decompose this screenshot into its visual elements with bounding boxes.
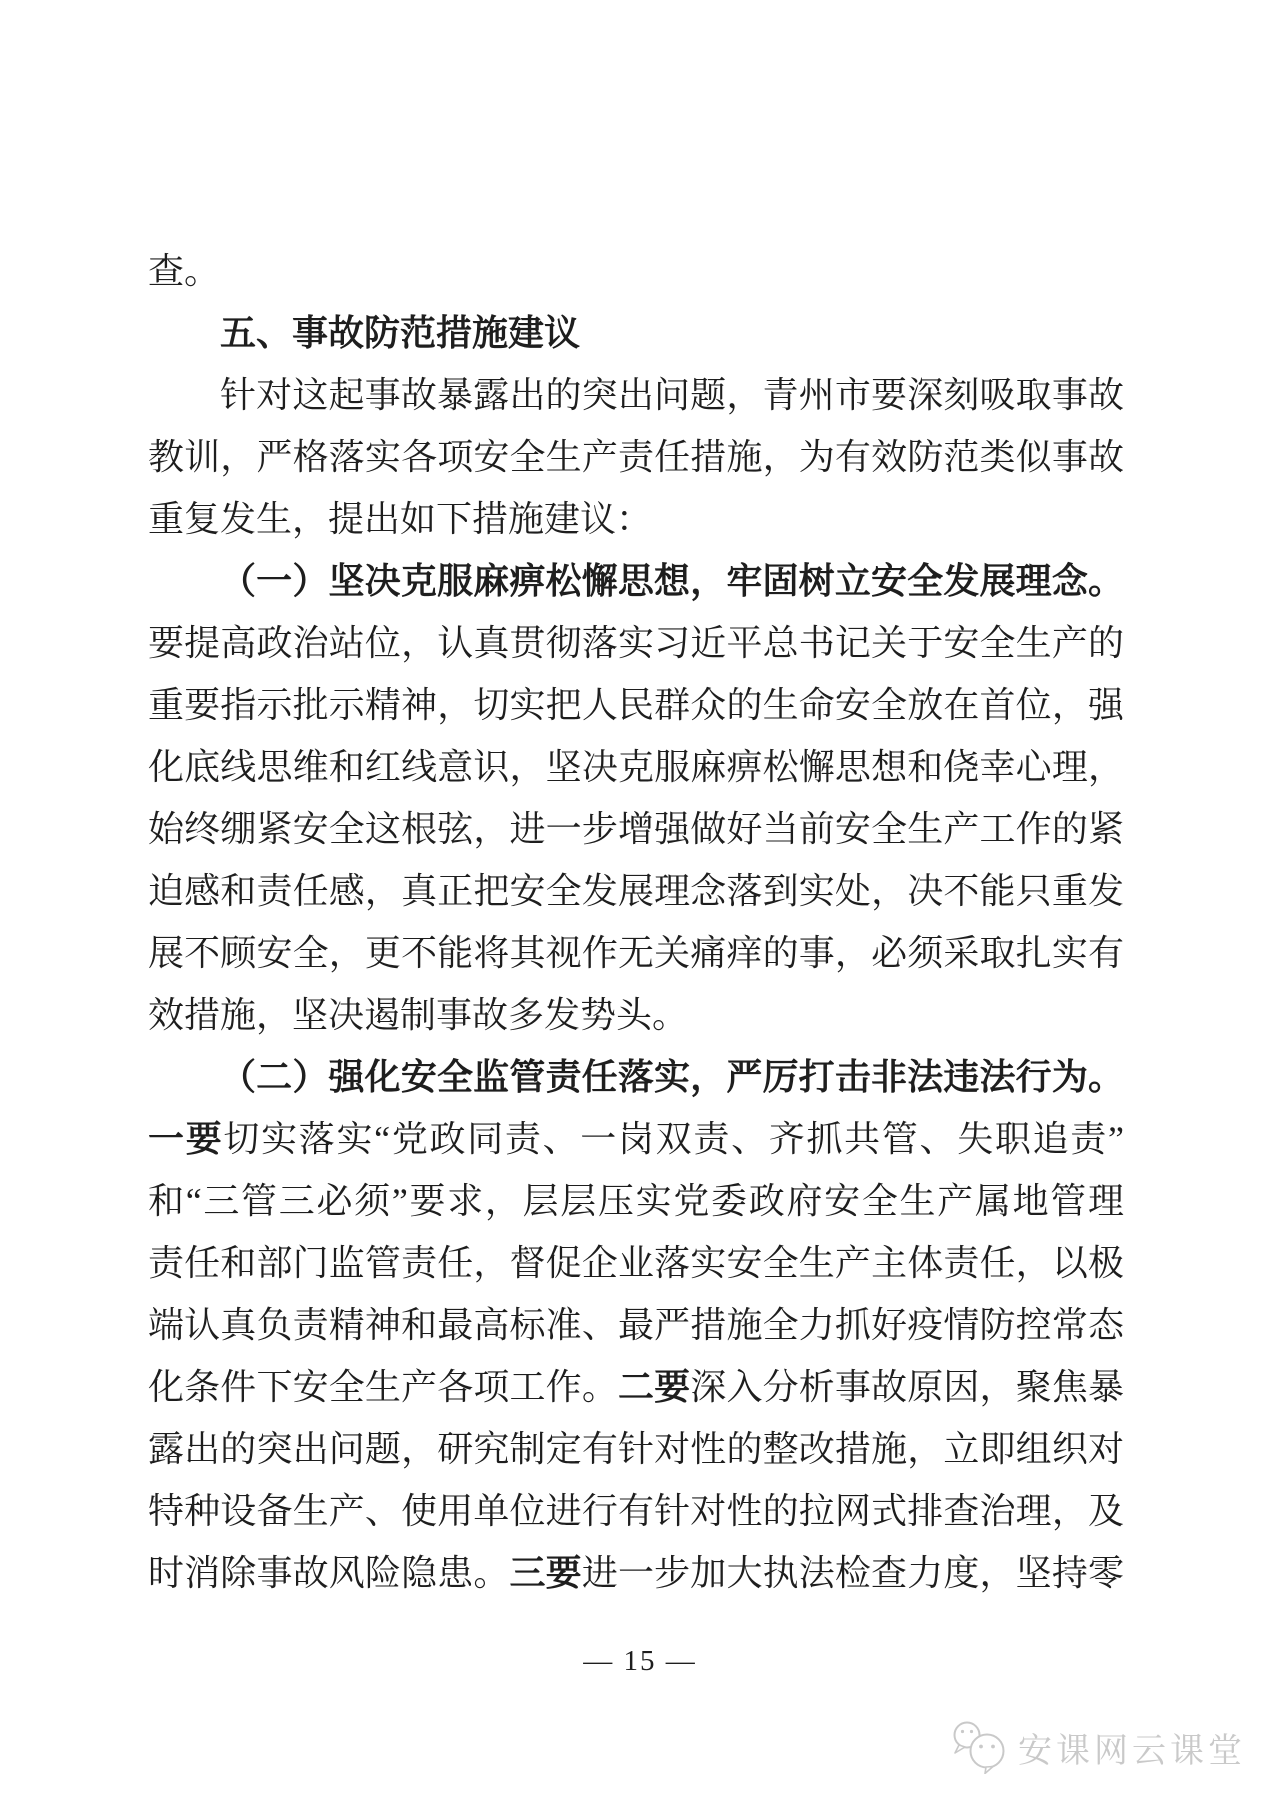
wechat-chat-bubbles-icon bbox=[950, 1720, 1010, 1774]
text-line bbox=[148, 922, 1124, 984]
watermark-label: 安课网云课堂 bbox=[1018, 1731, 1246, 1770]
text-line bbox=[148, 984, 1124, 1046]
text-segment: 迫感和责任感，真正把安全发展理念落到实处，决不能只重发 bbox=[148, 871, 1124, 911]
bold-text-segment: 三要 bbox=[509, 1553, 582, 1593]
text-segment: 展不顾安全，更不能将其视作无关痛痒的事，必须采取扎实有 bbox=[148, 933, 1124, 973]
text-segment: 重要指示批示精神，切实把人民群众的生命安全放在首位，强 bbox=[148, 685, 1124, 725]
text-line bbox=[148, 1542, 1124, 1604]
text-line bbox=[148, 860, 1124, 922]
text-segment: 针对这起事故暴露出的突出问题，青州市要深刻吸取事故 bbox=[220, 375, 1124, 415]
text-segment: 进一步加大执法检查力度，坚持零 bbox=[581, 1553, 1124, 1593]
watermark bbox=[950, 1720, 1246, 1774]
text-segment: 特种设备生产、使用单位进行有针对性的拉网式排查治理，及 bbox=[148, 1491, 1124, 1531]
text-line bbox=[148, 1356, 1124, 1418]
text-segment: 和“三管三必须”要求，层层压实党委政府安全生产属地管理 bbox=[148, 1181, 1124, 1221]
text-line bbox=[148, 1108, 1124, 1170]
text-segment: 教训，严格落实各项安全生产责任措施，为有效防范类似事故 bbox=[148, 437, 1124, 477]
text-segment: 重复发生，提出如下措施建议： bbox=[148, 499, 653, 539]
bold-text-segment: 一要 bbox=[148, 1119, 224, 1159]
text-line bbox=[148, 1418, 1124, 1480]
text-segment: 查。 bbox=[148, 251, 221, 291]
text-line bbox=[148, 1232, 1124, 1294]
text-line bbox=[148, 426, 1124, 488]
text-segment: 深入分析事故原因，聚焦暴 bbox=[690, 1367, 1124, 1407]
text-segment: 效措施，坚决遏制事故多发势头。 bbox=[148, 995, 689, 1035]
bold-text-segment: （二）强化安全监管责任落实，严厉打击非法违法行为。 bbox=[220, 1057, 1124, 1097]
text-segment: 化底线思维和红线意识，坚决克服麻痹松懈思想和侥幸心理， bbox=[148, 747, 1124, 787]
text-line bbox=[148, 364, 1124, 426]
section-heading bbox=[148, 302, 1124, 364]
text-segment: 时消除事故风险隐患。 bbox=[148, 1553, 510, 1593]
text-line bbox=[148, 1480, 1124, 1542]
text-segment: 化条件下安全生产各项工作。 bbox=[148, 1367, 618, 1407]
paragraph-end-line bbox=[148, 240, 1124, 302]
bold-text-segment: 五、事故防范措施建议 bbox=[220, 313, 581, 353]
text-segment: 端认真负责精神和最高标准、最严措施全力抓好疫情防控常态 bbox=[148, 1305, 1124, 1345]
page-footer bbox=[0, 1645, 1280, 1678]
text-segment: 露出的突出问题，研究制定有针对性的整改措施，立即组织对 bbox=[148, 1429, 1124, 1469]
text-line bbox=[148, 798, 1124, 860]
text-line bbox=[148, 612, 1124, 674]
subsection-lead-line bbox=[148, 550, 1124, 612]
subsection-lead-line bbox=[148, 1046, 1124, 1108]
text-segment: 切实落实“党政同责、一岗双责、齐抓共管、失职追责” bbox=[223, 1119, 1124, 1159]
text-segment: 要提高政治站位，认真贯彻落实习近平总书记关于安全生产的 bbox=[148, 623, 1124, 663]
text-segment: 始终绷紧安全这根弦，进一步增强做好当前安全生产工作的紧 bbox=[148, 809, 1124, 849]
text-line bbox=[148, 674, 1124, 736]
text-line bbox=[148, 1170, 1124, 1232]
bold-text-segment: 二要 bbox=[617, 1367, 691, 1407]
text-line bbox=[148, 488, 1124, 550]
text-segment: 责任和部门监管责任，督促企业落实安全生产主体责任，以极 bbox=[148, 1243, 1124, 1283]
document-body bbox=[148, 240, 1124, 1604]
bold-text-segment: （一）坚决克服麻痹松懈思想，牢固树立安全发展理念。 bbox=[220, 561, 1124, 601]
text-line bbox=[148, 736, 1124, 798]
text-line bbox=[148, 1294, 1124, 1356]
page-number: — 15 — bbox=[583, 1645, 697, 1677]
